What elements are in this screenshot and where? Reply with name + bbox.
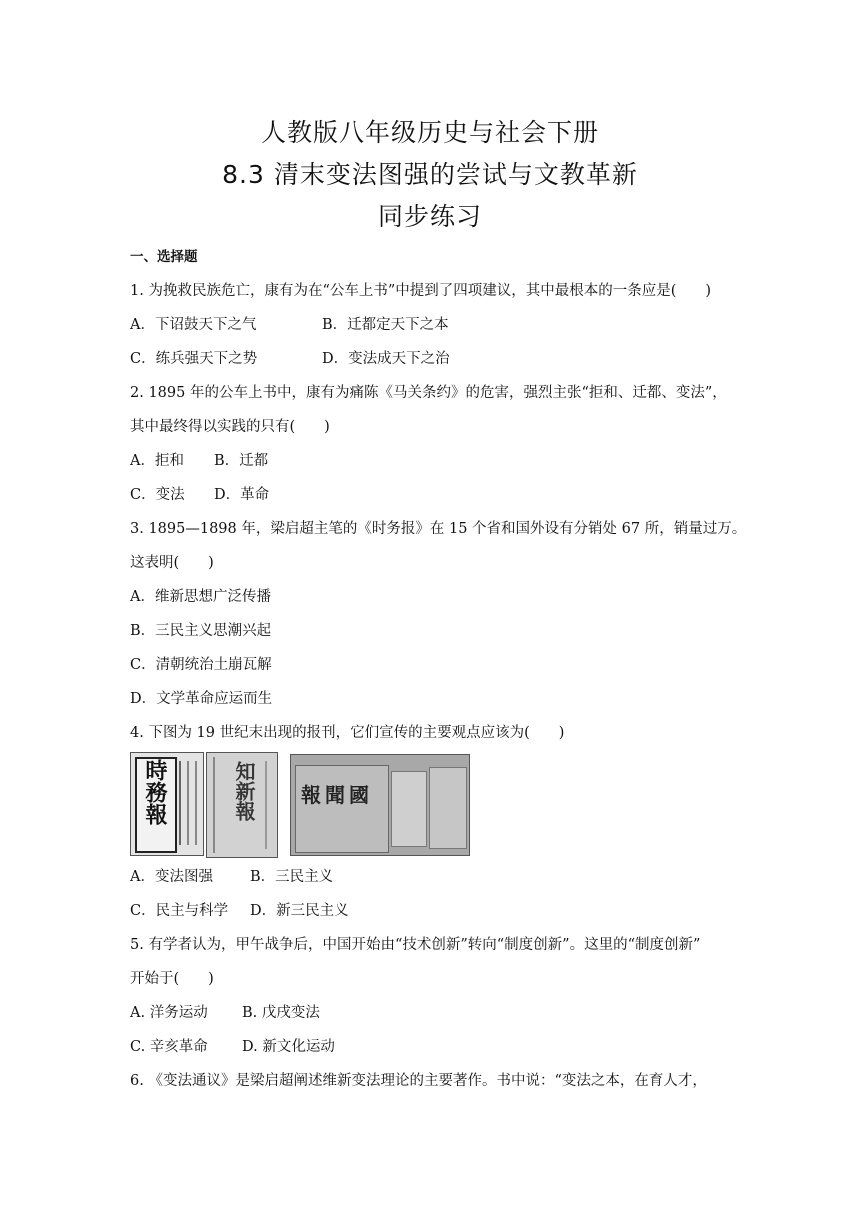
question-5-options-row-2 (130, 1037, 740, 1057)
question-5-option-b: B. 戊戌变法 (242, 1005, 320, 1021)
question-2-options-row-1 (130, 451, 740, 471)
question-4-option-b: B．三民主义 (250, 869, 334, 885)
question-1-options-row-1 (130, 315, 740, 335)
section-heading: 一、选择题 (130, 249, 198, 265)
question-1-option-a: A．下诏鼓天下之气 (130, 317, 257, 333)
question-1-option-c: C．练兵强天下之势 (130, 351, 258, 367)
question-5-stem-line-2: 开始于( ) (130, 971, 214, 987)
question-6-stem: 6. 《变法通议》是梁启超阐述维新变法理论的主要著作。书中说：“变法之本，在育人才， (130, 1073, 707, 1089)
question-4-option-a: A．变法图强 (130, 869, 213, 885)
question-4-option-d: D．新三民主义 (250, 903, 349, 919)
question-5-option-a: A. 洋务运动 (130, 1005, 208, 1021)
question-5-options-row-1 (130, 1003, 740, 1023)
question-3-option-b: B．三民主义思潮兴起 (130, 623, 272, 639)
lesson-title: 8.3 清末变法图强的尝试与文教革新 (222, 160, 638, 189)
question-2-stem-line-2: 其中最终得以实践的只有( ) (130, 419, 330, 435)
question-2-option-d: D．革命 (214, 487, 270, 503)
question-4-options-row-2 (130, 901, 740, 921)
question-2-option-c: C．变法 (130, 487, 185, 503)
question-3-option-c: C．清朝统治土崩瓦解 (130, 657, 272, 673)
question-1-option-b: B．迁都定天下之本 (322, 317, 449, 333)
question-1-option-d: D．变法成天下之治 (322, 351, 450, 367)
newspaper-title-2: 知新報 (232, 761, 256, 821)
newspaper-shiwubao-image (130, 752, 204, 856)
exercise-title: 同步练习 (377, 202, 482, 231)
question-4-stem: 4. 下图为 19 世纪末出现的报刊，它们宣传的主要观点应该为( ) (130, 725, 565, 741)
question-5-stem-line-1: 5. 有学者认为，甲午战争后，中国开始由“技术创新”转向“制度创新”。这里的“制度创新” (130, 937, 701, 953)
document-title: 人教版八年级历史与社会下册 (260, 118, 599, 147)
question-1-stem: 1. 为挽救民族危亡，康有为在“公车上书”中提到了四项建议，其中最根本的一条应是( ) (130, 283, 712, 299)
question-4-option-c: C．民主与科学 (130, 903, 229, 919)
question-3-stem-line-2: 这表明( ) (130, 555, 214, 571)
newspaper-guowenbao-image (290, 754, 470, 856)
question-2-stem-line-1: 2. 1895 年的公车上书中，康有为痛陈《马关条约》的危害，强烈主张“拒和、迁都、变法”， (130, 385, 727, 401)
question-4-options-row-1 (130, 867, 740, 887)
question-3-option-d: D．文学革命应运而生 (130, 691, 273, 707)
question-5-option-d: D. 新文化运动 (242, 1039, 335, 1055)
question-5-option-c: C. 辛亥革命 (130, 1039, 208, 1055)
newspaper-title-1: 時務報 (142, 759, 168, 825)
question-1-options-row-2 (130, 349, 740, 369)
question-2-options-row-2 (130, 485, 740, 505)
newspaper-title-3: 國聞報 (301, 783, 373, 807)
newspaper-zhixinbao-image (206, 752, 278, 858)
newspaper-images (130, 752, 470, 856)
question-3-option-a: A．维新思想广泛传播 (130, 589, 271, 605)
question-3-stem-line-1: 3. 1895—1898 年，梁启超主笔的《时务报》在 15 个省和国外设有分销处 67 所，销量过万。 (130, 521, 747, 537)
question-2-option-b: B．迁都 (214, 453, 269, 469)
question-2-option-a: A．拒和 (130, 453, 184, 469)
